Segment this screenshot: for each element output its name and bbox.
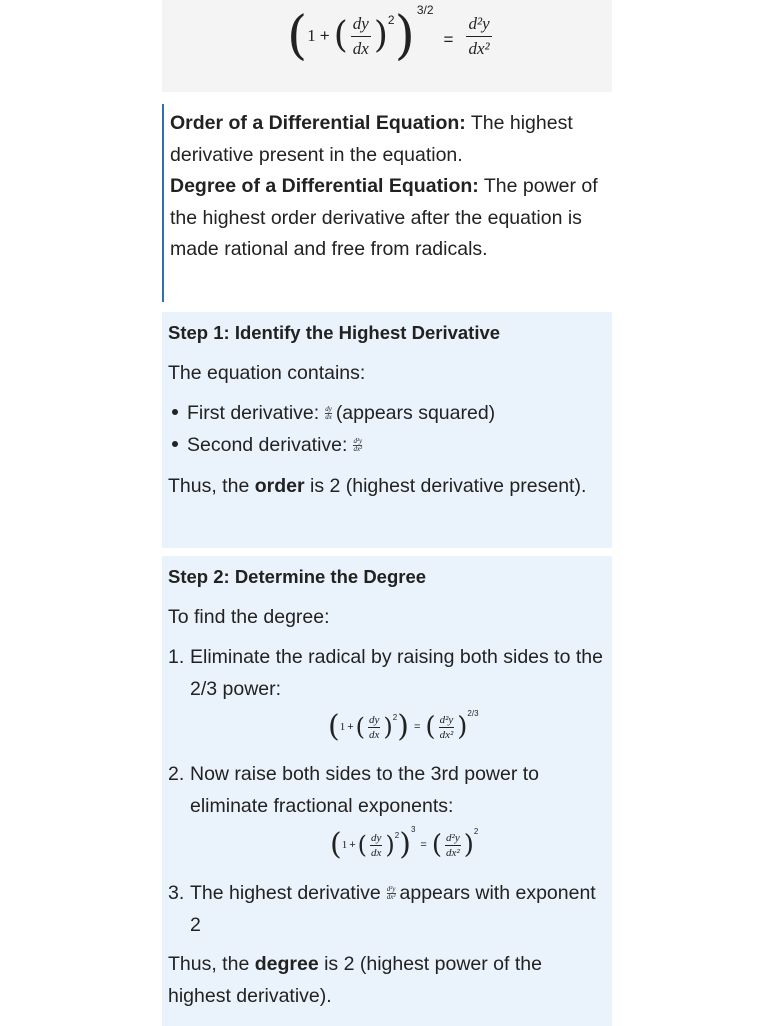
dy-dx-fraction	[370, 832, 382, 859]
outer-exponent: 3/2	[416, 3, 434, 17]
step2-heading: Step 2: Determine the Degree	[168, 566, 427, 587]
bullet-label: First derivative:	[187, 402, 320, 424]
order-definition-text: The highest derivative present in the equation.	[170, 112, 573, 166]
item-text: Now raise both sides to the 3rd power to eliminate fractional exponents:	[190, 763, 540, 817]
right-paren: )	[394, 6, 415, 66]
conclusion-post: is 2 (highest derivative present).	[304, 475, 587, 497]
degree-definition-text: The power of the highest order derivative after the equation is made rational and free from radicals.	[170, 175, 598, 260]
right-paren: )	[399, 827, 411, 862]
step2-conclusion	[168, 949, 608, 1012]
fraction-denominator: dx²	[439, 728, 454, 741]
rhs-left-paren: (	[425, 712, 436, 742]
formula-box	[162, 0, 612, 92]
bullet-label: Second derivative:	[187, 434, 348, 456]
inline-fraction	[387, 886, 396, 901]
fraction-numerator: d²y	[386, 885, 396, 894]
math-plus: +	[347, 721, 354, 733]
fraction-numerator: dy	[369, 713, 380, 726]
rhs-left-paren: (	[431, 830, 443, 860]
fraction-denominator: dx	[325, 413, 332, 422]
math-one: 1	[341, 839, 348, 851]
fraction-denominator: dx²	[353, 445, 363, 454]
right-paren: )	[397, 709, 409, 744]
equals-sign: =	[443, 30, 454, 49]
step2-card	[162, 556, 612, 1026]
left-paren: (	[328, 709, 340, 744]
conclusion-bold: degree	[254, 953, 319, 975]
fraction-denominator: dx	[351, 36, 371, 59]
inner-right-paren: )	[385, 831, 395, 859]
square-exponent: 2	[387, 13, 395, 27]
conclusion-pre: Thus, the	[168, 953, 255, 975]
math-one: 1	[339, 721, 346, 733]
item3-post: appears with exponent 2	[190, 882, 596, 936]
degree-definition-label: Degree of a Differential Equation:	[170, 175, 479, 197]
equals-sign: =	[413, 721, 421, 733]
inner-right-paren: )	[373, 15, 388, 56]
lhs-exponent: 3	[410, 824, 416, 834]
left-paren: (	[330, 827, 342, 862]
item-number: 2.	[168, 763, 185, 785]
step2-item-1	[168, 642, 608, 705]
math-plus: +	[319, 26, 330, 45]
rhs-right-paren: )	[457, 712, 468, 742]
math-one: 1	[307, 26, 316, 45]
top-equation	[287, 3, 495, 66]
fraction-denominator: dx	[371, 846, 382, 859]
step1-conclusion	[168, 471, 608, 503]
fraction-numerator: dy	[325, 405, 332, 414]
inner-left-paren: (	[357, 831, 368, 859]
math-plus: +	[349, 839, 356, 851]
step1-heading: Step 1: Identify the Highest Derivative	[168, 322, 501, 343]
left-paren: (	[287, 6, 308, 66]
item3-pre: The highest derivative	[190, 882, 381, 904]
d2y-dx2-fraction	[439, 714, 455, 741]
fraction-numerator: d²y	[353, 437, 363, 446]
step1-intro: The equation contains:	[168, 362, 366, 384]
item-text: Eliminate the radical by raising both sides to the 2/3 power:	[190, 646, 603, 700]
fraction-denominator: dx²	[386, 893, 396, 902]
bullet-dot	[172, 441, 178, 447]
d2y-dx2-fraction	[466, 14, 491, 59]
fraction-denominator: dx²	[446, 846, 460, 859]
square-exponent: 2	[392, 712, 398, 722]
rhs-exponent: 2/3	[467, 708, 479, 718]
step2-item-2	[168, 759, 608, 822]
inner-left-paren: (	[333, 15, 348, 56]
step2-intro: To find the degree:	[168, 606, 330, 628]
definitions-text	[170, 108, 610, 266]
fraction-denominator: dx	[369, 728, 380, 741]
bullet-second-derivative	[172, 430, 366, 462]
square-exponent: 2	[394, 830, 400, 840]
fraction-numerator: d²y	[468, 13, 490, 33]
inline-fraction	[325, 406, 332, 421]
dy-dx-fraction	[351, 14, 371, 59]
equation-2	[330, 824, 479, 862]
conclusion-pre: Thus, the	[168, 475, 255, 497]
item-number: 1.	[168, 646, 185, 668]
rhs-right-paren: )	[463, 830, 474, 860]
conclusion-post: is 2 (highest power of the highest derivative).	[168, 953, 542, 1007]
bullet-dot	[172, 409, 178, 415]
inner-right-paren: )	[383, 713, 393, 741]
definitions-block	[162, 104, 614, 302]
fraction-numerator: d²y	[439, 713, 454, 726]
inner-left-paren: (	[355, 713, 366, 741]
step2-item-3	[168, 878, 608, 941]
fraction-numerator: d²y	[446, 831, 460, 844]
item-text	[190, 878, 608, 941]
fraction-denominator: dx²	[466, 36, 491, 59]
conclusion-bold: order	[254, 475, 305, 497]
bullet-note: (appears squared)	[335, 402, 496, 424]
d2y-dx2-fraction	[445, 832, 461, 859]
equals-sign: =	[420, 839, 427, 851]
bullet-first-derivative	[172, 398, 495, 430]
fraction-numerator: dy	[371, 831, 382, 844]
inline-fraction	[353, 438, 362, 453]
item-number: 3.	[168, 882, 185, 904]
rhs-exponent: 2	[473, 826, 479, 836]
fraction-numerator: dy	[352, 13, 369, 33]
order-definition-label: Order of a Differential Equation:	[170, 112, 466, 134]
step1-card	[162, 312, 612, 548]
equation-1	[328, 708, 479, 744]
dy-dx-fraction	[368, 714, 380, 741]
